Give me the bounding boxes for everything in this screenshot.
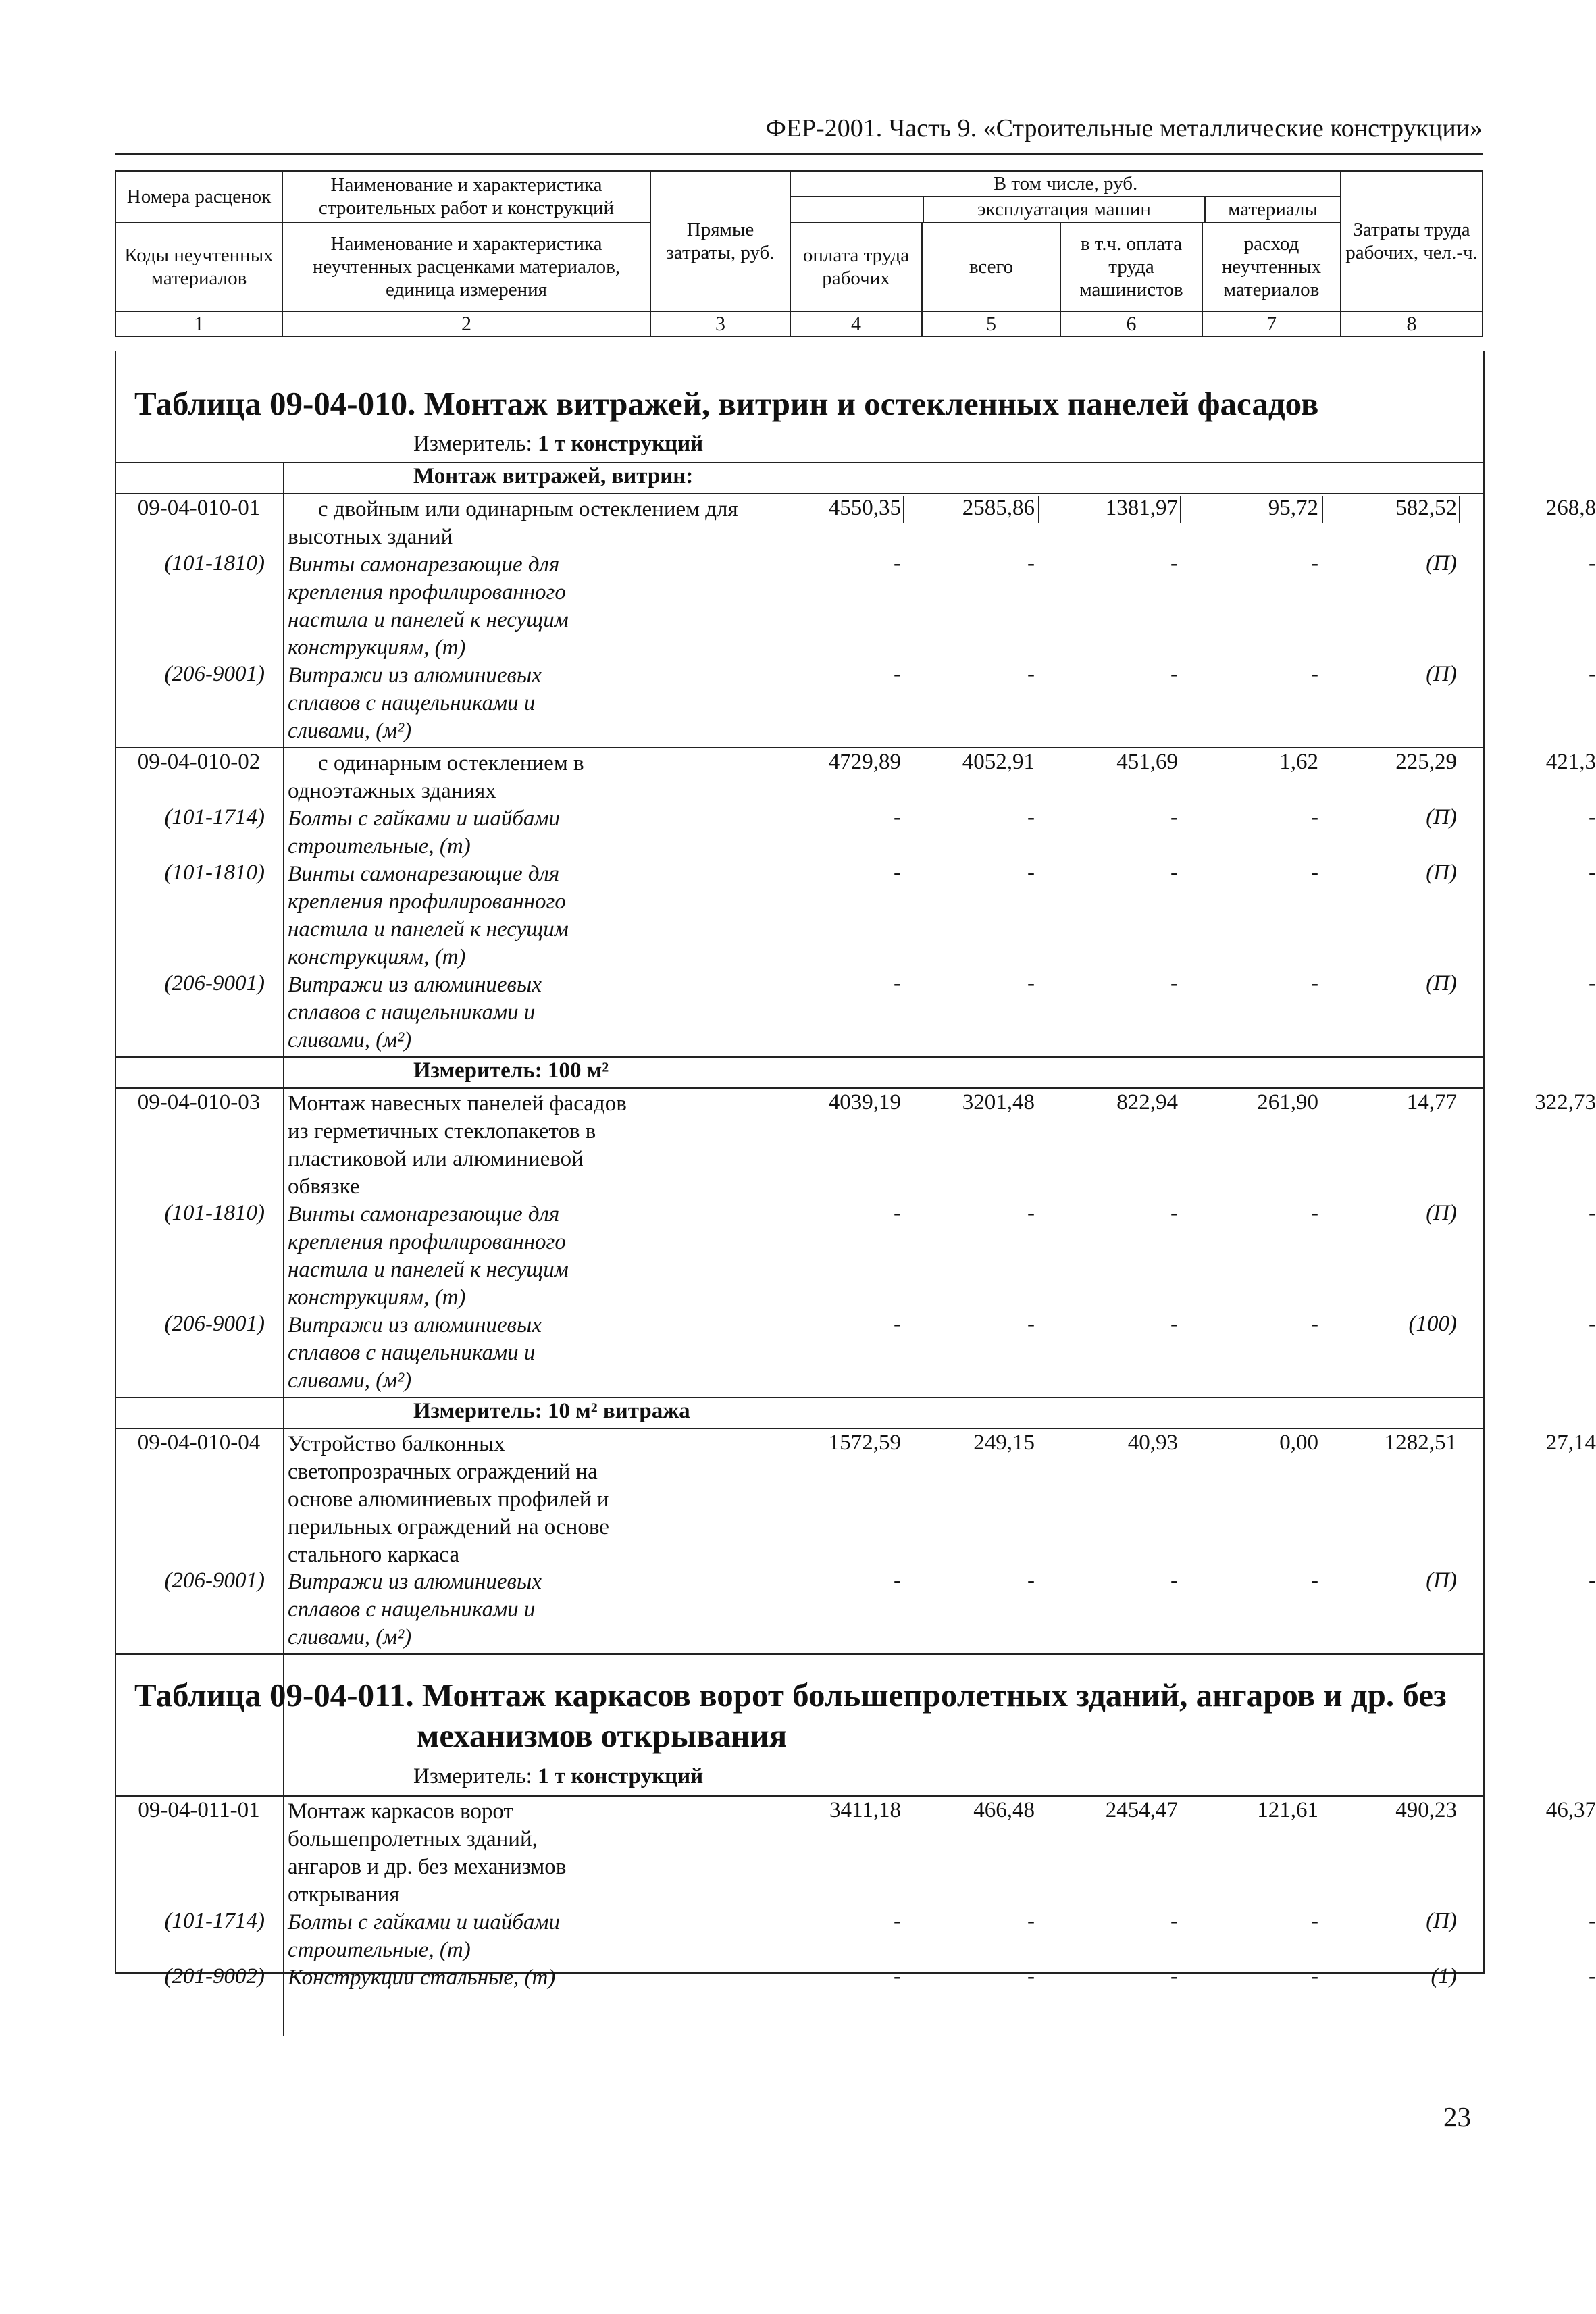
rate-name: Устройство балконных светопрозрачных ограждений на основе алюминиевых профилей и перильных ограждений на основе стального каркаса: [288, 1432, 609, 1567]
value-direct-costs: 4729,89: [828, 750, 901, 774]
material-name: Витражи из алюминиевых сплавов с нащельниками и сливами, (м²): [288, 973, 542, 1052]
value-machinists-pay: 121,61: [1257, 1798, 1318, 1822]
rate-code: 09-04-011-01: [138, 1798, 260, 1822]
material-code: (206-9001): [164, 971, 265, 996]
table2-title-line1: Таблица 09-04-011. Монтаж каркасов ворот большепролетных зданий, ангаров и др. без: [134, 1676, 1447, 1714]
header-col3: Прямые затраты, руб.: [650, 171, 790, 311]
material-mark: (П): [1426, 971, 1457, 996]
dash: -: [1589, 1312, 1596, 1336]
table2-measure: Измеритель: 1 т конструкций: [413, 1764, 704, 1789]
dash: -: [1170, 1909, 1178, 1933]
value-labor-hours: 27,14: [1545, 1431, 1596, 1455]
value-machinists-pay: 95,72: [1268, 496, 1318, 520]
table1-subheading: Монтаж витражей, витрин:: [413, 464, 694, 488]
dash: -: [1311, 1909, 1318, 1933]
material-mark: (П): [1426, 662, 1457, 686]
header-col5: всего: [922, 222, 1060, 311]
dash: -: [1589, 551, 1596, 575]
header-machines: эксплуатация машин: [923, 197, 1204, 222]
dash: -: [894, 1568, 901, 1593]
header-col2-top: Наименование и характеристика строительных работ и конструкций: [282, 171, 650, 222]
dash: -: [1170, 805, 1178, 829]
material-mark: (П): [1426, 551, 1457, 575]
material-code: (101-1714): [164, 805, 265, 829]
value-labor-hours: 46,37: [1545, 1798, 1596, 1822]
dash: -: [1589, 860, 1596, 885]
dash: -: [894, 1201, 901, 1225]
material-name: Винты самонарезающие для крепления профилированного настила и панелей к несущим конструкциям, (т): [288, 552, 569, 660]
header-col8: Затраты труда рабочих, чел.-ч.: [1341, 171, 1483, 311]
dash: -: [1170, 1312, 1178, 1336]
dash: -: [894, 551, 901, 575]
col-number: 2: [282, 311, 650, 336]
value-machines-total: 40,93: [1127, 1431, 1178, 1455]
dash: -: [1311, 551, 1318, 575]
material-name: Болты с гайками и шайбами строительные, (т): [288, 806, 560, 858]
value-machinists-pay: 1,62: [1279, 750, 1318, 774]
material-code: (206-9001): [164, 1568, 265, 1593]
dash: -: [1027, 1909, 1035, 1933]
rate-code: 09-04-010-02: [137, 750, 261, 774]
page-number: 23: [1443, 2101, 1471, 2132]
value-machinists-pay: 0,00: [1279, 1431, 1318, 1455]
value-direct-costs: 4550,35: [828, 496, 901, 520]
material-mark: (П): [1426, 1568, 1457, 1593]
material-name: Винты самонарезающие для крепления профилированного настила и панелей к несущим конструкциям, (т): [288, 862, 569, 969]
measure-100m2: Измеритель: 100 м²: [413, 1058, 609, 1083]
dash: -: [1027, 860, 1035, 885]
dash: -: [1589, 1201, 1596, 1225]
dash: -: [1589, 805, 1596, 829]
dash: -: [1311, 971, 1318, 996]
col-number: 8: [1341, 311, 1483, 336]
col-number: 3: [650, 311, 790, 336]
col-number: 1: [115, 311, 282, 336]
dash: -: [1170, 662, 1178, 686]
dash: -: [1311, 1964, 1318, 1988]
dash: -: [1170, 860, 1178, 885]
value-machines-total: 2454,47: [1105, 1798, 1178, 1822]
material-code: (101-1810): [164, 1201, 265, 1225]
dash: -: [1027, 1964, 1035, 1988]
material-mark: (1): [1431, 1964, 1457, 1988]
table1-measure: Измеритель: 1 т конструкций: [413, 432, 704, 456]
dash: -: [1311, 805, 1318, 829]
value-labor-pay: 3201,48: [962, 1090, 1035, 1114]
dash: -: [894, 971, 901, 996]
dash: -: [894, 662, 901, 686]
dash: -: [1589, 662, 1596, 686]
material-mark: (П): [1426, 1201, 1457, 1225]
header-col2-bottom: Наименование и характеристика неучтенных расценками материалов, единица измерения: [282, 222, 650, 311]
rate-name: с двойным или одинарным остеклением для высотных зданий: [288, 497, 738, 549]
value-materials: 490,23: [1395, 1798, 1457, 1822]
material-code: (201-9002): [164, 1964, 265, 1988]
running-header: ФЕР-2001. Часть 9. «Строительные металлические конструкции»: [115, 113, 1483, 155]
dash: -: [1027, 1568, 1035, 1593]
value-direct-costs: 1572,59: [828, 1431, 901, 1455]
dash: -: [1170, 551, 1178, 575]
material-mark: (П): [1426, 805, 1457, 829]
header-materials: материалы: [1204, 197, 1340, 222]
value-materials: 14,77: [1406, 1090, 1457, 1114]
header-col6: в т.ч. оплата труда машинистов: [1060, 222, 1202, 311]
rate-code: 09-04-010-03: [137, 1090, 261, 1114]
material-code: (206-9001): [164, 1312, 265, 1336]
material-mark: (П): [1426, 1909, 1457, 1933]
dash: -: [1311, 1201, 1318, 1225]
measure-10m2: Измеритель: 10 м² витража: [413, 1399, 690, 1423]
dash: -: [1311, 662, 1318, 686]
dash: -: [894, 805, 901, 829]
material-name: Конструкции стальные, (т): [288, 1965, 556, 1990]
dash: -: [1311, 860, 1318, 885]
material-mark: (100): [1408, 1312, 1457, 1336]
dash: -: [894, 1964, 901, 1988]
header-col1-bottom: Коды неучтенных материалов: [115, 222, 282, 311]
material-code: (101-1810): [164, 551, 265, 575]
rate-name: Монтаж каркасов ворот большепролетных зданий, ангаров и др. без механизмов открывания: [288, 1799, 567, 1907]
table2-title-line2: механизмов открывания: [417, 1717, 788, 1754]
value-labor-pay: 249,15: [973, 1431, 1035, 1455]
value-labor-pay: 4052,91: [962, 750, 1035, 774]
rate-code: 09-04-010-01: [137, 496, 261, 520]
dash: -: [1311, 1312, 1318, 1336]
dash: -: [1027, 662, 1035, 686]
material-code: (206-9001): [164, 662, 265, 686]
material-code: (101-1810): [164, 860, 265, 885]
value-labor-hours: 268,8: [1545, 496, 1596, 520]
header-group-cell: [790, 171, 1341, 222]
value-direct-costs: 4039,19: [828, 1090, 901, 1114]
dash: -: [1589, 1568, 1596, 1593]
header-group: В том числе, руб.: [791, 172, 1340, 197]
value-materials: 582,52: [1395, 496, 1457, 520]
material-name: Витражи из алюминиевых сплавов с нащельниками и сливами, (м²): [288, 663, 542, 743]
rate-name: Монтаж навесных панелей фасадов из герметичных стеклопакетов в пластиковой или алюминиевой обвязке: [288, 1091, 627, 1199]
header-col4: оплата труда рабочих: [790, 222, 922, 311]
table1-title: Таблица 09-04-010. Монтаж витражей, витрин и остекленных панелей фасадов: [134, 385, 1319, 422]
dash: -: [894, 860, 901, 885]
value-labor-hours: 322,73: [1535, 1090, 1596, 1114]
value-direct-costs: 3411,18: [829, 1798, 901, 1822]
value-labor-pay: 466,48: [973, 1798, 1035, 1822]
dash: -: [1170, 1964, 1178, 1988]
material-mark: (П): [1426, 860, 1457, 885]
dash: -: [1589, 971, 1596, 996]
dash: -: [1589, 1909, 1596, 1933]
rate-name: с одинарным остеклением в одноэтажных зданиях: [288, 751, 584, 803]
column-header-table: [115, 170, 1483, 337]
col-number: 7: [1202, 311, 1341, 336]
material-name: Винты самонарезающие для крепления профилированного настила и панелей к несущим конструкциям, (т): [288, 1202, 569, 1310]
material-name: Витражи из алюминиевых сплавов с нащельниками и сливами, (м²): [288, 1313, 542, 1393]
dash: -: [1027, 551, 1035, 575]
dash: -: [1027, 1312, 1035, 1336]
value-labor-pay: 2585,86: [962, 496, 1035, 520]
value-machinists-pay: 261,90: [1257, 1090, 1318, 1114]
material-name: Болты с гайками и шайбами строительные, (т): [288, 1910, 560, 1962]
dash: -: [1170, 971, 1178, 996]
header-subgroups: [791, 197, 1340, 222]
rate-code: 09-04-010-04: [137, 1431, 261, 1455]
value-machines-total: 1381,97: [1105, 496, 1178, 520]
header-col1-top: Номера расценок: [115, 171, 282, 222]
table-body: [115, 351, 1596, 1990]
dash: -: [1027, 1201, 1035, 1225]
value-machines-total: 451,69: [1116, 750, 1178, 774]
dash: -: [1170, 1201, 1178, 1225]
dash: -: [1027, 805, 1035, 829]
material-code: (101-1714): [164, 1909, 265, 1933]
header-sub-blank: [791, 197, 923, 222]
dash: -: [1027, 971, 1035, 996]
col-number: 6: [1060, 311, 1202, 336]
dash: -: [894, 1312, 901, 1336]
col-number: 4: [790, 311, 922, 336]
value-materials: 225,29: [1395, 750, 1457, 774]
header-col7: расход неучтенных материалов: [1202, 222, 1341, 311]
dash: -: [1170, 1568, 1178, 1593]
dash: -: [1311, 1568, 1318, 1593]
dash: -: [1589, 1964, 1596, 1988]
material-name: Витражи из алюминиевых сплавов с нащельниками и сливами, (м²): [288, 1570, 542, 1649]
col-number: 5: [922, 311, 1060, 336]
dash: -: [894, 1909, 901, 1933]
value-materials: 1282,51: [1384, 1431, 1457, 1455]
value-machines-total: 822,94: [1116, 1090, 1178, 1114]
value-labor-hours: 421,3: [1545, 750, 1596, 774]
